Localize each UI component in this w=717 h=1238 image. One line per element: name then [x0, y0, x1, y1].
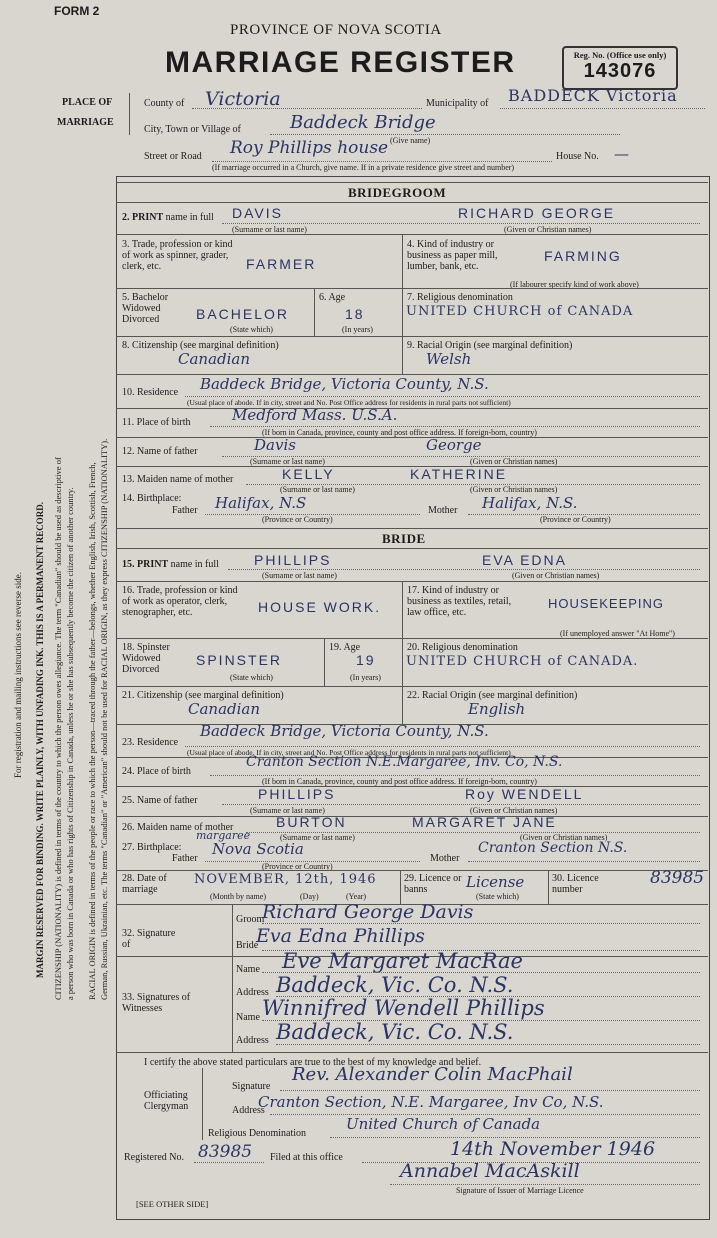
- clergy-address: Cranton Section, N.E. Margaree, Inv Co, N.S.: [258, 1093, 604, 1111]
- groom-industry-label: 4. Kind of industry or business as paper mill, lumber, bank, etc.: [407, 239, 498, 272]
- groom-surname-caption: (Surname or last name): [232, 225, 307, 234]
- side-note-5: RACIAL ORIGIN is defined in terms of the people or race to which the person—traced through the father—belongs, whether English, Irish, Scottish, French,: [87, 462, 97, 1000]
- bride-father-bp-extra: margaree: [196, 829, 251, 842]
- city-label: City, Town or Village of: [144, 124, 241, 135]
- licence-number-label: 30. Licence number: [552, 873, 599, 895]
- bride-father-label: 25. Name of father: [122, 795, 198, 806]
- bride-industry: HOUSEKEEPING: [548, 596, 665, 611]
- licence-caption: (State which): [476, 892, 519, 901]
- issuer-signature: Annabel MacAskill: [400, 1160, 580, 1182]
- bride-birth-label: 24. Place of birth: [122, 766, 191, 777]
- bride-trade: HOUSE WORK.: [258, 599, 382, 615]
- groom-residence-label: 10. Residence: [122, 387, 179, 398]
- bride-birthplace-label: 27. Birthplace:: [122, 842, 182, 853]
- groom-mother-bp: Halifax, N.S.: [482, 494, 578, 512]
- groom-religion: UNITED CHURCH of CANADA: [406, 304, 634, 319]
- side-note-3: CITIZENSHIP (NATIONALITY) is defined in terms of the country to which the person owes allegiance. The term "Canadian" should be used as descriptive of: [53, 457, 63, 1000]
- form-number: FORM 2: [54, 4, 100, 18]
- office-use-label: (Office use only): [606, 50, 667, 60]
- bride-father-bp-cap: (Province or Country): [262, 862, 333, 871]
- witness2-address-label: Address: [236, 1035, 269, 1046]
- groom-father-bp: Halifax, N.S: [215, 494, 307, 512]
- groom-status-label: 5. Bachelor Widowed Divorced: [122, 292, 169, 325]
- bride-mother-bp-label: Mother: [430, 853, 460, 864]
- groom-father-surname: Davis: [254, 436, 296, 454]
- bride-mother-bp: Cranton Section N.S.: [478, 840, 628, 856]
- bride-status-cap: (State which): [230, 673, 273, 682]
- reg-number: 143076: [583, 60, 657, 82]
- groom-given-caption: (Given or Christian names): [504, 225, 592, 234]
- bride-surname: PHILLIPS: [254, 552, 332, 568]
- filed-date: 14th November 1946: [450, 1138, 656, 1160]
- municipality-label: Municipality of: [426, 98, 489, 109]
- groom-birth-label: 11. Place of birth: [122, 417, 191, 428]
- witness1-address-label: Address: [236, 987, 269, 998]
- bride-residence-cap: (Usual place of abode. If in city, street and No. Post Office address for residents in rural parts not sufficient): [187, 748, 511, 757]
- bride-religion: UNITED CHURCH of CANADA.: [406, 654, 639, 669]
- groom-status: BACHELOR: [196, 306, 290, 322]
- bride-mother-given-cap: (Given or Christian names): [520, 833, 608, 842]
- groom-father-bp-cap: (Province or Country): [262, 515, 333, 524]
- groom-father-label: 12. Name of father: [122, 446, 198, 457]
- county-label: County of: [144, 98, 185, 109]
- groom-birth-caption: (If born in Canada, province, county and post office address. If foreign-born, country): [262, 428, 537, 437]
- city-value: Baddeck Bridge: [290, 112, 436, 133]
- bride-industry-label: 17. Kind of industry or business as textiles, retail, law office, etc.: [407, 585, 512, 618]
- bride-signature: Eva Edna Phillips: [256, 925, 425, 947]
- groom-sig-label: Groom: [236, 914, 265, 925]
- groom-trade-label: 3. Trade, profession or kind of work as spinner, grader, clerk, etc.: [122, 239, 233, 272]
- groom-father-bp-label: Father: [172, 505, 198, 516]
- reg-label: Reg. No.: [573, 50, 605, 60]
- street-value: Roy Phillips house: [230, 138, 389, 158]
- registered-number: 83985: [198, 1142, 253, 1162]
- street-caption: (If marriage occurred in a Church, give name. If in a private residence give street and number): [212, 163, 515, 172]
- groom-racial-label: 9. Racial Origin (see marginal definition): [407, 340, 573, 351]
- groom-mother-surname: KELLY: [282, 466, 335, 482]
- bride-age-label: 19. Age: [329, 642, 361, 653]
- bride-mother-surname-cap: (Surname or last name): [280, 833, 355, 842]
- groom-residence: Baddeck Bridge, Victoria County, N.S.: [200, 375, 489, 393]
- licence-number: 83985: [650, 868, 705, 888]
- groom-racial: Welsh: [426, 350, 472, 368]
- groom-name-label: 2. PRINT name in full: [122, 212, 214, 223]
- bride-mother-given: MARGARET JANE: [412, 814, 557, 830]
- officiating-label: Officiating Clergyman: [144, 1090, 189, 1112]
- groom-signature: Richard George Davis: [262, 901, 474, 923]
- groom-father-given: George: [426, 436, 482, 454]
- place-label-1: PLACE OF: [62, 97, 113, 108]
- bride-name-label: 15. PRINT name in full: [122, 559, 219, 570]
- place-label-2: MARRIAGE: [57, 117, 114, 128]
- house-no-label: House No.: [556, 151, 599, 162]
- bride-given: EVA EDNA: [482, 552, 567, 568]
- groom-trade: FARMER: [246, 256, 317, 272]
- marriage-date-label: 28. Date of marriage: [122, 873, 167, 895]
- groom-status-caption: (State which): [230, 325, 273, 334]
- witness1-address: Baddeck, Vic. Co. N.S.: [276, 973, 514, 997]
- witness2-name-label: Name: [236, 1012, 260, 1023]
- clergy-address-label: Address: [232, 1105, 265, 1116]
- groom-age: 18: [345, 306, 365, 322]
- bride-given-cap: (Given or Christian names): [512, 571, 600, 580]
- groom-mother-given: KATHERINE: [410, 466, 508, 482]
- bride-father-surname-cap: (Surname or last name): [250, 806, 325, 815]
- street-label: Street or Road: [144, 151, 202, 162]
- witness1-name: Eve Margaret MacRae: [282, 949, 523, 973]
- witness2-address: Baddeck, Vic. Co. N.S.: [276, 1020, 514, 1044]
- signature-label: 32. Signature of: [122, 928, 176, 950]
- filed-label: Filed at this office: [270, 1152, 343, 1163]
- day-caption: (Day): [300, 892, 319, 901]
- house-no-value: —: [614, 145, 629, 163]
- clergy-signature: Rev. Alexander Colin MacPhail: [292, 1064, 573, 1085]
- groom-industry-caption: (If labourer specify kind of work above): [510, 280, 639, 289]
- side-note-6: German, Russian, Ukrainian, etc. The terms "Canadian" or "American" should not be used for RACIAL ORIGIN, as they express CITIZENSHIP (NATIONALITY).: [99, 438, 109, 1000]
- bride-industry-caption: (If unemployed answer "At Home"): [560, 629, 675, 638]
- certify-text: I certify the above stated particulars are true to the best of my knowledge and belief.: [144, 1057, 482, 1068]
- bride-father-surname: PHILLIPS: [258, 786, 336, 802]
- bride-heading: BRIDE: [382, 531, 426, 546]
- bride-trade-label: 16. Trade, profession or kind of work as operator, clerk, stenographer, etc.: [122, 585, 238, 618]
- groom-birth: Medford Mass. U.S.A.: [232, 406, 398, 424]
- issuer-caption: Signature of Issuer of Marriage Licence: [456, 1186, 584, 1195]
- bride-religion-label: 20. Religious denomination: [407, 642, 518, 653]
- bride-father-given: Roy WENDELL: [465, 786, 584, 802]
- marriage-date: NOVEMBER, 12th, 1946: [194, 872, 377, 887]
- bride-residence-label: 23. Residence: [122, 737, 179, 748]
- bride-birth: Cranton Section N.E.Margaree, Inv. Co, N.S.: [246, 754, 563, 770]
- bride-citizenship: Canadian: [188, 700, 261, 718]
- side-note-1: For registration and mailing instructions see reverse side.: [13, 572, 23, 778]
- city-caption: (Give name): [390, 136, 431, 145]
- groom-given: RICHARD GEORGE: [458, 205, 616, 221]
- month-caption: (Month by name): [210, 892, 266, 901]
- bride-racial: English: [468, 700, 526, 718]
- witnesses-label: 33. Signatures of Witnesses: [122, 992, 191, 1014]
- bride-surname-cap: (Surname or last name): [262, 571, 337, 580]
- reg-number-box: [562, 46, 678, 90]
- bride-father-bp-label: Father: [172, 853, 198, 864]
- groom-age-caption: (In years): [342, 325, 373, 334]
- bride-sig-label: Bride: [236, 940, 259, 951]
- groom-surname: DAVIS: [232, 205, 283, 221]
- groom-heading: BRIDEGROOM: [348, 185, 447, 200]
- bride-mother-label: 26. Maiden name of mother: [122, 822, 234, 833]
- groom-industry: FARMING: [544, 248, 622, 264]
- bride-birth-cap: (If born in Canada, province, county and post office address. If foreign-born, country): [262, 777, 537, 786]
- groom-father-given-cap: (Given or Christian names): [470, 457, 558, 466]
- licence-value: License: [466, 873, 525, 891]
- bride-age-cap: (In years): [350, 673, 381, 682]
- clergy-denomination-label: Religious Denomination: [208, 1128, 307, 1139]
- side-note-4: a person who was born in Canada or who has rights of Citizenship in Canada, unless he or she has subsequently become the citizen of another country.: [65, 487, 75, 1000]
- year-caption: (Year): [346, 892, 367, 901]
- bride-citizenship-label: 21. Citizenship (see marginal definition): [122, 690, 284, 701]
- groom-citizenship-label: 8. Citizenship (see marginal definition): [122, 340, 279, 351]
- see-other-side: [SEE OTHER SIDE]: [136, 1199, 209, 1209]
- groom-mother-label: 13. Maiden name of mother: [122, 474, 234, 485]
- side-note-2: MARGIN RESERVED FOR BINDING. WRITE PLAINLY, WITH UNFADING INK. THIS IS A PERMANENT RECORD.: [35, 501, 45, 978]
- province-heading: PROVINCE OF NOVA SCOTIA: [230, 22, 442, 38]
- bride-father-given-cap: (Given or Christian names): [470, 806, 558, 815]
- licence-label: 29. Licence or banns: [404, 873, 462, 895]
- groom-residence-caption: (Usual place of abode. If in city, street and No. Post Office address for residents in rural parts not sufficient): [187, 398, 511, 407]
- bride-residence: Baddeck Bridge, Victoria County, N.S.: [200, 722, 489, 740]
- groom-father-surname-cap: (Surname or last name): [250, 457, 325, 466]
- bride-racial-label: 22. Racial Origin (see marginal definition): [407, 690, 578, 701]
- bride-father-bp: Nova Scotia: [212, 840, 304, 858]
- groom-mother-given-cap: (Given or Christian names): [470, 485, 558, 494]
- bride-mother-surname: BURTON: [276, 814, 347, 830]
- groom-religion-label: 7. Religious denomination: [407, 292, 513, 303]
- groom-citizenship: Canadian: [178, 350, 251, 368]
- county-value: Victoria: [205, 88, 281, 110]
- groom-age-label: 6. Age: [319, 292, 346, 303]
- groom-mother-bp-label: Mother: [428, 505, 458, 516]
- bride-age: 19: [356, 652, 376, 668]
- clergy-denomination: United Church of Canada: [346, 1115, 541, 1133]
- registered-label: Registered No.: [124, 1152, 184, 1163]
- bride-status: SPINSTER: [196, 652, 283, 668]
- municipality-value: BADDECK Victoria: [508, 86, 678, 105]
- groom-mother-surname-cap: (Surname or last name): [280, 485, 355, 494]
- witness1-name-label: Name: [236, 964, 260, 975]
- groom-mother-bp-cap: (Province or Country): [540, 515, 611, 524]
- witness2-name: Winnifred Wendell Phillips: [262, 996, 545, 1020]
- page-title: MARRIAGE REGISTER: [165, 46, 516, 79]
- clergy-sig-label: Signature: [232, 1081, 271, 1092]
- bride-status-label: 18. Spinster Widowed Divorced: [122, 642, 170, 675]
- groom-birthplace-label: 14. Birthplace:: [122, 493, 182, 504]
